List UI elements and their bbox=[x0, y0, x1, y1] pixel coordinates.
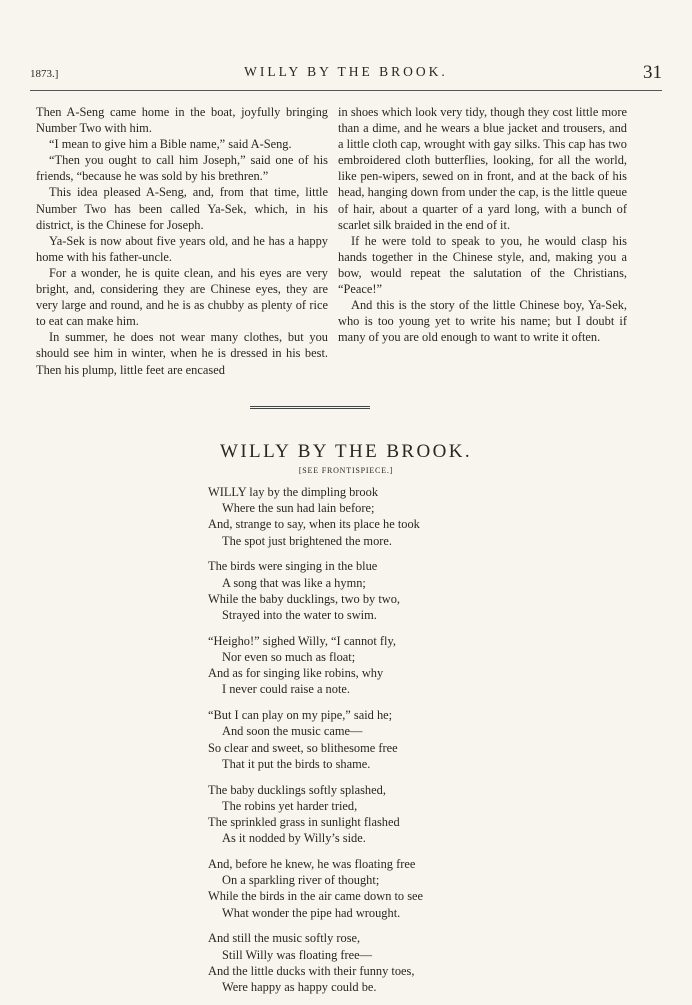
poem-stanza bbox=[208, 484, 508, 549]
poem-line: The birds were singing in the blue bbox=[208, 559, 378, 574]
paragraph: In summer, he does not wear many clothes, but you should see him in winter, when he is dressed in his best. Then his plump, little feet are encased bbox=[36, 330, 328, 377]
poem-title: WILLY BY THE BROOK. bbox=[220, 441, 472, 462]
paragraph: And this is the story of the little Chinese boy, Ya-Sek, who is too young yet to write his name; but I doubt if many of you are old enough to want to write it often. bbox=[338, 298, 627, 345]
poem-line: And, before he knew, he was floating free bbox=[208, 857, 416, 872]
poem-line: And soon the music came— bbox=[222, 724, 363, 739]
poem-line: While the birds in the air came down to see bbox=[208, 889, 424, 904]
paragraph: If he were told to speak to you, he would clasp his hands together in the Chinese style, and, making you a bow, would repeat the salutation of the Christians, “Peace!” bbox=[338, 233, 627, 297]
poem-line: That it put the birds to shame. bbox=[222, 756, 371, 771]
poem-line: And as for singing like robins, why bbox=[208, 666, 384, 681]
poem-line: The sprinkled grass in sunlight flashed bbox=[208, 815, 400, 830]
paragraph: “Then you ought to call him Joseph,” said one of his friends, “because he was sold by his brethren.” bbox=[36, 153, 328, 184]
paragraph: For a wonder, he is quite clean, and his eyes are very bright, and, considering they are Chinese eyes, they are very large and round, and he is as chubby as plenty of rice to eat can make him. bbox=[36, 265, 328, 329]
prose-column-left bbox=[36, 104, 328, 378]
poem-line: So clear and sweet, so blithesome free bbox=[208, 740, 398, 755]
header-year: 1873.] bbox=[30, 68, 59, 80]
poem-subtitle: [SEE FRONTISPIECE.] bbox=[298, 466, 394, 475]
poem-line: And, strange to say, when its place he took bbox=[208, 517, 420, 532]
poem-line: And the little ducks with their funny toes, bbox=[208, 963, 415, 978]
poem-body bbox=[208, 484, 508, 1005]
prose-column-right bbox=[338, 104, 627, 345]
poem-line: The spot just brightened the more. bbox=[222, 533, 392, 548]
poem-line: WILLY lay by the dimpling brook bbox=[208, 485, 379, 499]
poem-line: “Heigho!” sighed Willy, “I cannot fly, bbox=[208, 633, 396, 648]
poem-line: Where the sun had lain before; bbox=[222, 501, 375, 516]
paragraph: Ya-Sek is now about five years old, and he has a happy home with his father-uncle. bbox=[36, 233, 328, 264]
poem-line: Were happy as happy could be. bbox=[222, 980, 377, 995]
poem-line: A song that was like a hymn; bbox=[222, 575, 366, 590]
poem-line: And still the music softly rose, bbox=[208, 931, 361, 946]
poem-line: Nor even so much as float; bbox=[222, 650, 356, 665]
poem-stanza bbox=[208, 633, 508, 698]
poem-line: As it nodded by Willy’s side. bbox=[222, 831, 366, 846]
poem-line: I never could raise a note. bbox=[222, 682, 350, 697]
header-rule bbox=[30, 90, 662, 91]
section-divider bbox=[250, 406, 370, 409]
poem-line: On a sparkling river of thought; bbox=[222, 873, 380, 888]
poem-stanza bbox=[208, 558, 508, 623]
poem-line: The robins yet harder tried, bbox=[222, 798, 358, 813]
poem-line: Strayed into the water to swim. bbox=[222, 608, 377, 623]
poem-line: What wonder the pipe had wrought. bbox=[222, 905, 401, 920]
paragraph: “I mean to give him a Bible name,” said A-Seng. bbox=[49, 137, 292, 152]
page-number: 31 bbox=[643, 62, 662, 83]
poem-stanza bbox=[208, 930, 508, 995]
paragraph: Then A-Seng came home in the boat, joyfully bringing Number Two with him. bbox=[36, 105, 328, 136]
poem-stanza bbox=[208, 782, 508, 847]
paragraph: This idea pleased A-Seng, and, from that time, little Number Two has been called Ya-Sek, which, in his district, is the Chinese for Joseph. bbox=[36, 185, 328, 232]
poem-stanza bbox=[208, 856, 508, 921]
poem-line: “But I can play on my pipe,” said he; bbox=[208, 708, 393, 723]
poem-line: Still Willy was floating free— bbox=[222, 947, 372, 962]
paragraph: in shoes which look very tidy, though they cost little more than a dime, and he wears a blue jacket and trousers, and a little cloth cap, wrought with gay silks. This cap has two embroidered cloth butterflies, looking, for all the world, like pen-wipers, sewed on in front, and at the back of his head, hanging down from under the cap, is the little queue of hair, about a quarter of a yard long, with a bunch of scarlet silk braided in the end of it. bbox=[338, 105, 627, 232]
running-header bbox=[30, 62, 662, 84]
poem-line: While the baby ducklings, two by two, bbox=[208, 591, 401, 606]
poem-stanza bbox=[208, 707, 508, 772]
header-title: WILLY BY THE BROOK. bbox=[244, 64, 448, 79]
poem-line: The baby ducklings softly splashed, bbox=[208, 782, 386, 797]
